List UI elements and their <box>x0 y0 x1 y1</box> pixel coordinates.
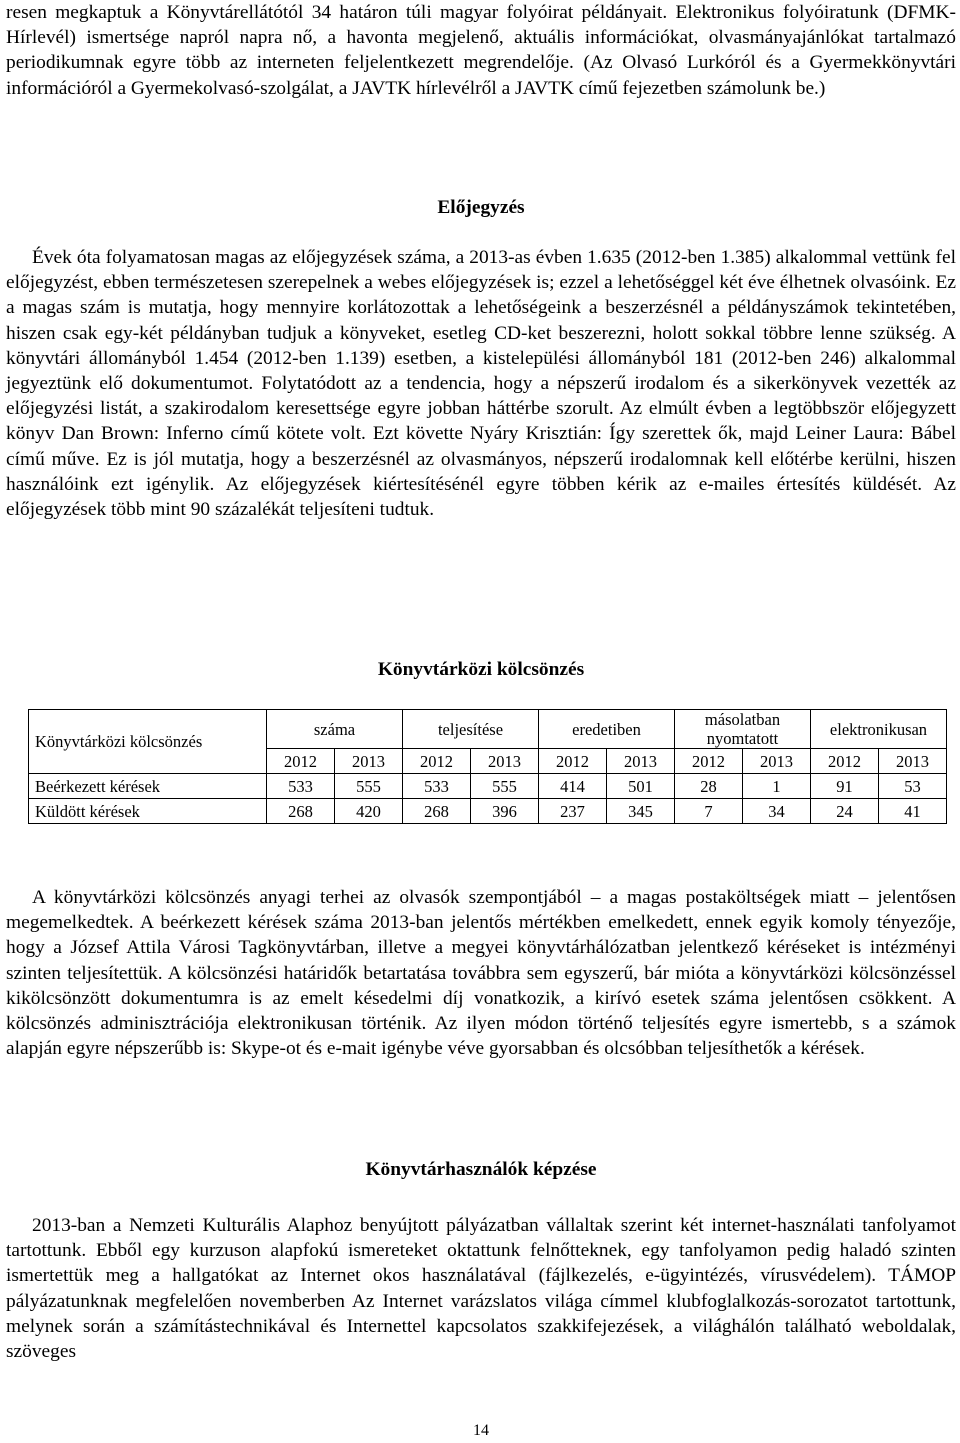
section-text-kolcsonzes: A könyvtárközi kölcsönzés anyagi terhei az olvasók szempontjából – a magas postaköltségek miatt – jelentősen megemelkedtek. A beérkezett kérések száma 2013-ban jelentős mértékben emelkedett, ennek egyik komoly tényezője, hogy a József Attila Városi Tagkönyvtárban, illetve a megyei könyvtárhálózatban jelentkező kéréseket is intézményi szinten teljesítettük. A kölcsönzési határidők betartatása továbbra sem egyszerű, bár mióta a könyvtárközi kölcsönzéssel kikölcsönzött dokumentumra is az emelt késedelmi díj vonatkozik, a kirívó esetek száma jelentősen csökkent. A kölcsönzés adminisztrációja elektronikusan történik. Az ilyen módon történő teljesítés egyre ismertebb, s a számok alapján egyre népszerűbb is: Skype-ot és e-mait igénybe véve gyorsabban és olcsóbban teljesíthetők a kérések. <box>6 887 956 1060</box>
table-row-label: Beérkezett kérések <box>29 774 267 799</box>
table-year-header: 2012 <box>539 749 607 774</box>
loan-table <box>28 709 947 824</box>
table-cell: 34 <box>743 799 811 824</box>
table-cell: 28 <box>675 774 743 799</box>
table-group-header: másolatban nyomtatott <box>675 710 811 749</box>
table-cell: 345 <box>607 799 675 824</box>
section-text-elojegyzes: Évek óta folyamatosan magas az előjegyzések száma, a 2013-as évben 1.635 (2012-ben 1.385) alkalommal vettünk fel előjegyzést, ebben természetesen szerepelnek a webes előjegyzések is; ezzel a lehetőséggel két éve élhetnek olvasóink. Ez a magas szám is mutatja, hogy mennyire korlátozottak a lehetőségeink a beszerzésnél a példányszámok tekintetében, hiszen csak egy-két példányban tudjuk a könyveket, esetleg CD-ket beszerezni, holott sokkal többre lenne szükség. A könyvtári állományból 1.454 (2012-ben 1.139) esetben, a kistelepülési állományból 181 (2012-ben 246) alkalommal jegyeztünk elő dokumentumot. Folytatódott az a tendencia, hogy a népszerű irodalom és a sikerkönyvek vezették az előjegyzési listát, a szakirodalom keresettsége egyre jobban háttérbe szorult. Az elmúlt évben a legtöbbször előjegyzett könyv Dan Brown: Inferno című kötete volt. Ezt követte Nyáry Krisztián: Így szerettek ők, majd Leiner Laura: Bábel című műve. Ez is jól mutatja, hogy a beszerzésnél az olvasmányos, népszerű irodalomnak kell előtérbe kerülni, hiszen használóink ezt igénylik. Az előjegyzések kiértesítésénél egyre többen kérik az e-mailes értesítés küldését. Az előjegyzések több mint 90 százalékát teljesíteni tudtuk. <box>6 247 956 521</box>
section-heading-elojegyzes: Előjegyzés <box>437 197 525 218</box>
table-cell: 555 <box>335 774 403 799</box>
table-cell: 91 <box>811 774 879 799</box>
table-cell: 533 <box>403 774 471 799</box>
table-group-header: teljesítése <box>403 710 539 749</box>
table-corner-label: Könyvtárközi kölcsönzés <box>29 710 267 774</box>
table-cell: 7 <box>675 799 743 824</box>
table-group-header: eredetiben <box>539 710 675 749</box>
table-cell: 237 <box>539 799 607 824</box>
intro-paragraph <box>6 0 956 101</box>
table-year-header: 2012 <box>811 749 879 774</box>
table-group-header: elektronikusan <box>811 710 947 749</box>
table-year-header: 2012 <box>403 749 471 774</box>
page-number: 14 <box>473 1422 489 1439</box>
table-cell: 420 <box>335 799 403 824</box>
table-cell: 396 <box>471 799 539 824</box>
section-heading-kepzes: Könyvtárhasználók képzése <box>365 1159 597 1180</box>
table-year-header: 2013 <box>471 749 539 774</box>
table-row <box>29 774 947 799</box>
table-cell: 1 <box>743 774 811 799</box>
table-row-label: Küldött kérések <box>29 799 267 824</box>
table-year-header: 2013 <box>335 749 403 774</box>
table-year-header: 2013 <box>743 749 811 774</box>
table-cell: 268 <box>403 799 471 824</box>
table-year-header: 2012 <box>675 749 743 774</box>
table-header-row <box>29 710 947 749</box>
table-cell: 555 <box>471 774 539 799</box>
table-cell: 414 <box>539 774 607 799</box>
table-year-header: 2012 <box>267 749 335 774</box>
section-text-kepzes: 2013-ban a Nemzeti Kulturális Alaphoz benyújtott pályázatban vállaltak szerint két internet-használati tanfolyamot tartottunk. Ebből egy kurzuson alapfokú ismereteket oktattunk felnőtteknek, egy tanfolyamon pedig haladó szinten ismertettük meg a hallgatókat az Internet okos használatával (fájlkezelés, e-ügyintézés, vírusvédelem). TÁMOP pályázatunknak megfelelően novemberben Az Internet varázslatos világa címmel klubfoglalkozás-sorozatot tartottunk, melynek során a számítástechnikával és Internettel kapcsolatos szakkifejezések, a világhálón található weboldalak, szöveges <box>6 1215 956 1363</box>
table-cell: 501 <box>607 774 675 799</box>
section-heading-kolcsonzes: Könyvtárközi kölcsönzés <box>377 659 585 680</box>
table-group-header: száma <box>267 710 403 749</box>
table-year-header: 2013 <box>607 749 675 774</box>
table-cell: 24 <box>811 799 879 824</box>
table-cell: 268 <box>267 799 335 824</box>
table-row <box>29 799 947 824</box>
table-cell: 41 <box>879 799 947 824</box>
loan-table-container <box>28 709 947 824</box>
table-year-header: 2013 <box>879 749 947 774</box>
table-cell: 53 <box>879 774 947 799</box>
table-cell: 533 <box>267 774 335 799</box>
intro-text: resen megkaptuk a Könyvtárellátótól 34 határon túli magyar folyóirat példányait. Elektronikus folyóiratunk (DFMK-Hírlevél) ismertsége napról napra nő, a havonta megjelenő, aktuális információkat, olvasmányajánlókat tartalmazó periodikumnak egyre több az interneten feljelentkezett megrendelője. (Az Olvasó Lurkóról és a Gyermekkönyvtári információról a Gyermekolvasó-szolgálat, a JAVTK hírlevélről a JAVTK című fejezetben számolunk be.) <box>6 2 956 99</box>
